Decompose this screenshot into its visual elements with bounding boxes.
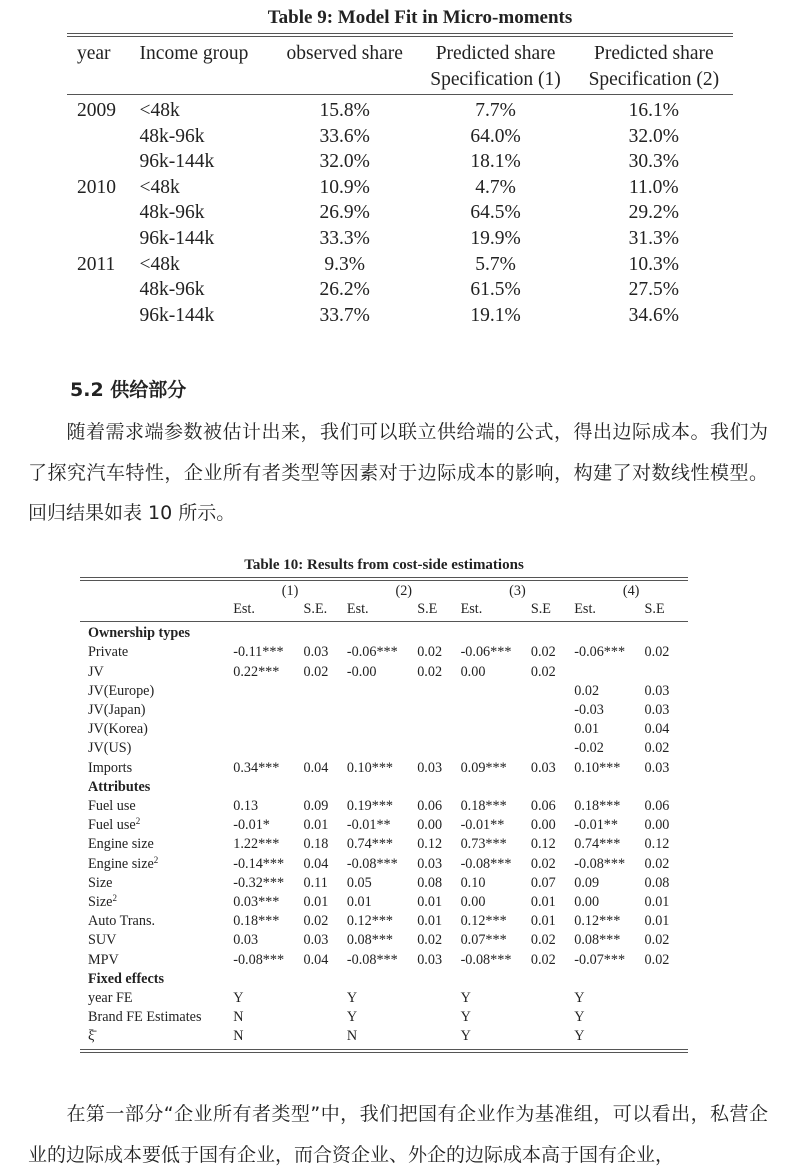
table10-sub-header <box>80 600 688 622</box>
cell-estimate: 0.18*** <box>574 798 621 815</box>
cell-pred2: 32.0% <box>628 125 680 147</box>
cell-observed: 15.8% <box>319 100 370 121</box>
table-row <box>80 739 688 758</box>
table-row <box>67 226 733 252</box>
paragraph-2-text: 在第一部分“企业所有者类型”中，我们把国有企业作为基准组，可以看出，私营企业的边际成本要低于国有企业，而合资企业、外企的边际成本高于国有企业， <box>28 1103 768 1166</box>
cell-standard-error: 0.02 <box>644 932 670 949</box>
cell-income: 96k-144k <box>139 227 215 249</box>
cell-standard-error: 0.01 <box>417 913 443 930</box>
cell-standard-error: 0.02 <box>303 913 329 930</box>
cell-estimate: 0.10*** <box>574 759 621 776</box>
cell-estimate: 0.12*** <box>460 913 507 930</box>
cell-estimate: 0.03*** <box>233 894 280 911</box>
row-label: Size <box>88 874 113 891</box>
table-row <box>67 95 733 124</box>
cell-income: <48k <box>139 176 180 198</box>
table-row <box>80 855 688 874</box>
cell-estimate: -0.08*** <box>574 855 626 872</box>
cell-estimate: -0.06*** <box>574 644 626 661</box>
section-row-ownership: Ownership types <box>88 625 191 642</box>
cell-estimate: 0.07*** <box>460 932 507 949</box>
cell-estimate <box>574 663 644 682</box>
cell-estimate: Y <box>460 1009 471 1026</box>
subheader-est: Est. <box>461 600 531 622</box>
header-income-group: Income group <box>140 35 273 67</box>
cell-standard-error: 0.08 <box>644 874 670 891</box>
cell-standard-error: 0.02 <box>644 644 670 661</box>
cell-observed: 33.3% <box>319 227 370 249</box>
cell-pred2: 29.2% <box>628 202 680 224</box>
cell-estimate: N <box>233 1009 244 1026</box>
cell-standard-error: 0.01 <box>530 913 556 930</box>
cell-standard-error: 0.02 <box>530 663 556 680</box>
superscript: 2 <box>112 893 117 904</box>
cell-observed: 33.7% <box>319 304 370 326</box>
table10 <box>80 577 688 1053</box>
cell-estimate: 1.22*** <box>233 836 280 853</box>
cell-estimate: 0.09*** <box>460 759 507 776</box>
cell-estimate: 0.05 <box>346 874 372 891</box>
cell-year <box>67 226 140 252</box>
table9-title: Table 9: Model Fit in Micro-moments <box>267 7 573 28</box>
row-label: Size$^2$ <box>88 893 117 911</box>
row-label: JV <box>88 663 104 680</box>
header-specification-2: Specification (2) <box>575 67 733 95</box>
cell-pred2: 31.3% <box>628 227 680 249</box>
cell-income: 48k-96k <box>139 202 205 224</box>
cell-estimate <box>233 701 303 720</box>
cell-year: 2011 <box>77 253 116 275</box>
cell-standard-error <box>531 989 574 1008</box>
cell-estimate: 0.03 <box>233 932 259 949</box>
paragraph-1-text: 随着需求端参数被估计出来，我们可以联立供给端的公式，得出边际成本。我们为了探究汽车特性，企业所有者类型等因素对于边际成本的影响，构建了对数线性模型。回归结果如表 10 所示。 <box>28 421 768 524</box>
cell-year: 2010 <box>77 176 116 198</box>
cell-standard-error: 0.01 <box>530 894 556 911</box>
cell-estimate <box>461 739 531 758</box>
cell-estimate <box>347 739 417 758</box>
cell-estimate: 0.10*** <box>346 759 394 776</box>
cell-estimate <box>233 682 303 701</box>
cell-standard-error: 0.09 <box>303 798 329 815</box>
cell-standard-error: 0.08 <box>417 874 443 891</box>
paragraph-1 <box>28 412 768 534</box>
cell-pred2: 16.1% <box>628 100 680 121</box>
cell-estimate: 0.08*** <box>346 932 394 949</box>
table-row <box>80 701 688 720</box>
table-row <box>80 874 688 893</box>
cell-standard-error: 0.04 <box>303 855 329 872</box>
cell-estimate: -0.06*** <box>346 644 398 661</box>
cell-standard-error <box>304 682 347 701</box>
cell-estimate <box>347 720 417 739</box>
cell-pred1: 19.9% <box>470 227 521 249</box>
cell-estimate: 0.22*** <box>233 663 280 680</box>
cell-standard-error: 0.03 <box>644 759 670 776</box>
cell-standard-error: 0.06 <box>417 798 443 815</box>
cell-standard-error: 0.01 <box>417 894 443 911</box>
cell-standard-error: 0.18 <box>303 836 329 853</box>
cell-standard-error: 0.12 <box>530 836 556 853</box>
superscript: 2 <box>153 854 159 865</box>
cell-estimate <box>233 739 303 758</box>
cell-estimate: 0.10 <box>460 874 486 891</box>
cell-standard-error: 0.02 <box>530 951 556 968</box>
cell-standard-error: 0.04 <box>303 759 329 776</box>
cell-standard-error <box>417 720 460 739</box>
table-row <box>80 720 688 739</box>
cell-standard-error <box>417 989 460 1008</box>
cell-standard-error: 0.03 <box>644 702 670 719</box>
cell-standard-error: 0.02 <box>644 951 670 968</box>
cell-standard-error: 0.01 <box>644 913 670 930</box>
table-row <box>67 252 733 278</box>
cell-observed: 33.6% <box>319 125 370 147</box>
cell-standard-error: 0.02 <box>303 663 329 680</box>
cell-estimate: -0.01** <box>574 817 618 834</box>
cell-estimate: Y <box>574 990 585 1007</box>
cell-standard-error: 0.06 <box>644 798 670 815</box>
subheader-se: S.E. <box>304 600 347 622</box>
subheader-se: S.E <box>645 600 688 622</box>
cell-observed: 32.0% <box>319 151 370 173</box>
cell-standard-error <box>304 739 347 758</box>
cell-standard-error <box>645 1027 688 1050</box>
row-label: JV(US) <box>88 740 132 757</box>
cell-estimate: 0.00 <box>574 894 600 911</box>
cell-income: <48k <box>139 100 180 121</box>
cell-estimate: 0.12*** <box>346 913 394 930</box>
cell-estimate: Y <box>346 1009 358 1026</box>
table-row <box>80 931 688 950</box>
cell-standard-error <box>304 701 347 720</box>
cell-standard-error: 0.02 <box>417 644 443 661</box>
cell-estimate: 0.34*** <box>233 759 280 776</box>
cell-standard-error <box>531 720 574 739</box>
cell-estimate: Y <box>461 1027 531 1050</box>
cell-standard-error <box>304 1027 347 1050</box>
cell-observed: 9.3% <box>324 253 366 275</box>
cell-standard-error: 0.00 <box>417 817 443 834</box>
cell-year: 2009 <box>77 100 116 121</box>
subheader-se: S.E <box>417 600 460 622</box>
subheader-est: Est. <box>574 600 644 622</box>
cell-income: <48k <box>139 253 180 275</box>
cell-pred2: 10.3% <box>628 253 680 275</box>
cell-estimate: 0.09 <box>574 874 600 891</box>
cell-standard-error <box>304 1008 347 1027</box>
cell-estimate: 0.74*** <box>574 836 621 853</box>
cell-year <box>67 149 140 175</box>
cell-year <box>67 277 140 303</box>
cell-income: 48k-96k <box>139 125 205 147</box>
row-label: year FE <box>88 990 133 1007</box>
cell-pred1: 61.5% <box>470 279 521 301</box>
cell-income: 96k-144k <box>139 304 215 326</box>
cell-standard-error <box>417 682 460 701</box>
cell-standard-error <box>304 720 347 739</box>
cell-estimate: -0.14*** <box>233 855 285 872</box>
cell-estimate: -0.00 <box>346 663 377 680</box>
cell-estimate <box>347 682 417 701</box>
table-row <box>80 682 688 701</box>
row-label: Imports <box>88 759 133 776</box>
cell-standard-error: 0.01 <box>644 894 670 911</box>
cell-standard-error: 0.03 <box>303 644 329 661</box>
cell-year <box>67 200 140 226</box>
cell-estimate: -0.01** <box>346 817 391 834</box>
table-row <box>67 277 733 303</box>
cell-standard-error: 0.02 <box>530 855 556 872</box>
row-label: Brand FE Estimates <box>88 1009 202 1026</box>
cell-estimate: 0.74*** <box>346 836 394 853</box>
cell-estimate: -0.01** <box>460 817 505 834</box>
cell-income: 48k-96k <box>139 279 205 301</box>
cell-standard-error: 0.02 <box>530 644 556 661</box>
cell-estimate: Y <box>574 1027 644 1050</box>
cell-estimate: -0.08*** <box>460 951 512 968</box>
header-predicted-share-1: Predicted share <box>416 35 574 67</box>
cell-standard-error <box>531 739 574 758</box>
row-label: Engine size$^2$ <box>88 854 159 872</box>
header-specification-1: Specification (1) <box>416 67 574 95</box>
header-observed-share: observed share <box>273 35 416 67</box>
cell-estimate: 0.73*** <box>460 836 507 853</box>
cell-estimate: -0.08*** <box>233 951 285 968</box>
cell-pred2: 34.6% <box>628 304 680 326</box>
cell-standard-error <box>645 1008 688 1027</box>
table-row <box>80 1027 688 1050</box>
table-row <box>80 1008 688 1027</box>
cell-estimate: Y <box>574 1009 585 1026</box>
cell-standard-error <box>645 989 688 1008</box>
cell-estimate: 0.00 <box>460 663 486 680</box>
table-row <box>67 200 733 226</box>
cell-estimate: -0.32*** <box>233 874 285 891</box>
cell-estimate: 0.01 <box>346 894 372 911</box>
cell-estimate <box>347 701 417 720</box>
table-row <box>80 797 688 816</box>
cell-standard-error: 0.04 <box>303 951 329 968</box>
cell-standard-error: 0.03 <box>417 951 443 968</box>
table10-group-header <box>80 579 688 600</box>
cell-standard-error <box>417 739 460 758</box>
table-row <box>67 303 733 329</box>
cell-estimate: -0.06*** <box>460 644 512 661</box>
cell-estimate: 0.01 <box>574 721 600 738</box>
cell-standard-error: 0.04 <box>644 721 670 738</box>
cell-year <box>67 124 140 150</box>
table-row <box>80 912 688 931</box>
cell-pred1: 64.5% <box>470 202 521 224</box>
cell-estimate <box>461 701 531 720</box>
cell-estimate <box>233 720 303 739</box>
superscript: 2 <box>135 816 141 827</box>
table-row <box>80 893 688 912</box>
cell-pred2: 30.3% <box>628 151 680 173</box>
cell-standard-error: 0.03 <box>303 932 329 949</box>
cell-pred1: 64.0% <box>470 125 521 147</box>
row-label: JV(Japan) <box>88 702 146 719</box>
row-label: ξ̄ <box>80 1027 233 1050</box>
row-label: JV(Europe) <box>88 682 155 699</box>
cell-pred1: 4.7% <box>475 176 516 198</box>
table-row <box>67 124 733 150</box>
cell-income: 96k-144k <box>139 151 215 173</box>
table-row <box>80 951 688 970</box>
cell-observed: 26.2% <box>319 279 370 301</box>
row-label: JV(Korea) <box>88 721 148 738</box>
row-label: Private <box>88 644 129 661</box>
cell-year <box>67 303 140 329</box>
cell-standard-error: 0.07 <box>530 874 556 891</box>
cell-standard-error <box>304 989 347 1008</box>
cell-estimate: 0.13 <box>233 798 259 815</box>
table9-header-row <box>67 35 733 67</box>
cell-estimate: -0.07*** <box>574 951 626 968</box>
cell-standard-error: 0.02 <box>417 932 443 949</box>
cell-pred1: 5.7% <box>475 253 516 275</box>
cell-standard-error <box>531 682 574 701</box>
cell-standard-error: 0.00 <box>644 817 670 834</box>
cell-standard-error <box>417 701 460 720</box>
section-heading: 5.2 供给部分 <box>70 379 187 401</box>
cell-estimate: 0.18*** <box>460 798 507 815</box>
cell-standard-error: 0.00 <box>530 817 556 834</box>
group-2: (2) <box>347 579 461 600</box>
row-label: Engine size <box>88 836 154 853</box>
cell-standard-error <box>531 1008 574 1027</box>
section-row-attributes: Attributes <box>88 778 151 795</box>
cell-standard-error: 0.02 <box>417 663 443 680</box>
cell-pred2: 27.5% <box>628 279 680 301</box>
cell-estimate: N <box>233 1027 303 1050</box>
table-row <box>67 175 733 201</box>
cell-standard-error <box>645 663 688 682</box>
cell-estimate: 0.18*** <box>233 913 280 930</box>
cell-standard-error: 0.02 <box>530 932 556 949</box>
cell-standard-error: 0.03 <box>644 682 670 699</box>
table-row <box>80 663 688 682</box>
table-row <box>67 149 733 175</box>
cell-standard-error <box>531 1027 574 1050</box>
cell-standard-error: 0.01 <box>303 817 329 834</box>
cell-estimate: N <box>347 1027 417 1050</box>
subheader-se: S.E <box>531 600 574 622</box>
row-label: Fuel use$^2$ <box>88 816 141 834</box>
section-row-fixed-effects: Fixed effects <box>88 970 165 987</box>
cell-standard-error: 0.03 <box>530 759 556 776</box>
cell-estimate: -0.11*** <box>233 644 284 661</box>
cell-estimate: -0.03 <box>574 702 604 719</box>
table-row <box>80 643 688 662</box>
cell-pred2: 11.0% <box>629 176 679 198</box>
cell-pred1: 18.1% <box>470 151 521 173</box>
cell-pred1: 19.1% <box>470 304 521 326</box>
group-4: (4) <box>574 579 688 600</box>
cell-standard-error: 0.01 <box>303 894 329 911</box>
cell-standard-error <box>531 701 574 720</box>
table-row <box>80 989 688 1008</box>
cell-standard-error: 0.02 <box>644 740 670 757</box>
cell-estimate: 0.00 <box>460 894 486 911</box>
cell-estimate: -0.01* <box>233 817 270 834</box>
table-row <box>80 816 688 835</box>
cell-standard-error: 0.06 <box>530 798 556 815</box>
header-year: year <box>67 35 140 67</box>
header-predicted-share-2: Predicted share <box>575 35 733 67</box>
table-row <box>80 759 688 778</box>
cell-estimate <box>461 682 531 701</box>
cell-standard-error: 0.12 <box>644 836 670 853</box>
cell-standard-error: 0.03 <box>417 759 443 776</box>
cell-estimate: 0.02 <box>574 682 600 699</box>
cell-estimate: Y <box>233 990 244 1007</box>
table-row <box>80 835 688 854</box>
cell-observed: 10.9% <box>319 176 370 198</box>
table9-header-row-2 <box>67 67 733 95</box>
cell-standard-error <box>417 1027 460 1050</box>
cell-estimate: Y <box>346 990 358 1007</box>
cell-estimate: 0.19*** <box>346 798 394 815</box>
cell-estimate: 0.12*** <box>574 913 621 930</box>
cell-estimate: -0.08*** <box>346 951 398 968</box>
cell-estimate <box>461 720 531 739</box>
cell-standard-error <box>417 1008 460 1027</box>
row-label: MPV <box>88 951 119 968</box>
row-label: Fuel use <box>88 798 136 815</box>
cell-standard-error: 0.02 <box>644 855 670 872</box>
cell-standard-error: 0.11 <box>303 874 328 891</box>
table9 <box>67 33 733 328</box>
group-3: (3) <box>461 579 575 600</box>
row-label: Auto Trans. <box>88 913 156 930</box>
cell-estimate: Y <box>460 990 471 1007</box>
cell-pred1: 7.7% <box>475 100 516 121</box>
subheader-est: Est. <box>347 600 417 622</box>
cell-estimate: -0.08*** <box>346 855 398 872</box>
row-label: SUV <box>88 932 117 949</box>
cell-standard-error: 0.12 <box>417 836 443 853</box>
cell-estimate: 0.08*** <box>574 932 621 949</box>
table10-title: Table 10: Results from cost-side estimations <box>244 557 524 573</box>
cell-observed: 26.9% <box>319 202 370 224</box>
cell-standard-error: 0.03 <box>417 855 443 872</box>
paragraph-2 <box>28 1094 768 1175</box>
group-1: (1) <box>233 579 347 600</box>
cell-estimate: -0.02 <box>574 740 604 757</box>
subheader-est: Est. <box>233 600 303 622</box>
cell-estimate: -0.08*** <box>460 855 512 872</box>
